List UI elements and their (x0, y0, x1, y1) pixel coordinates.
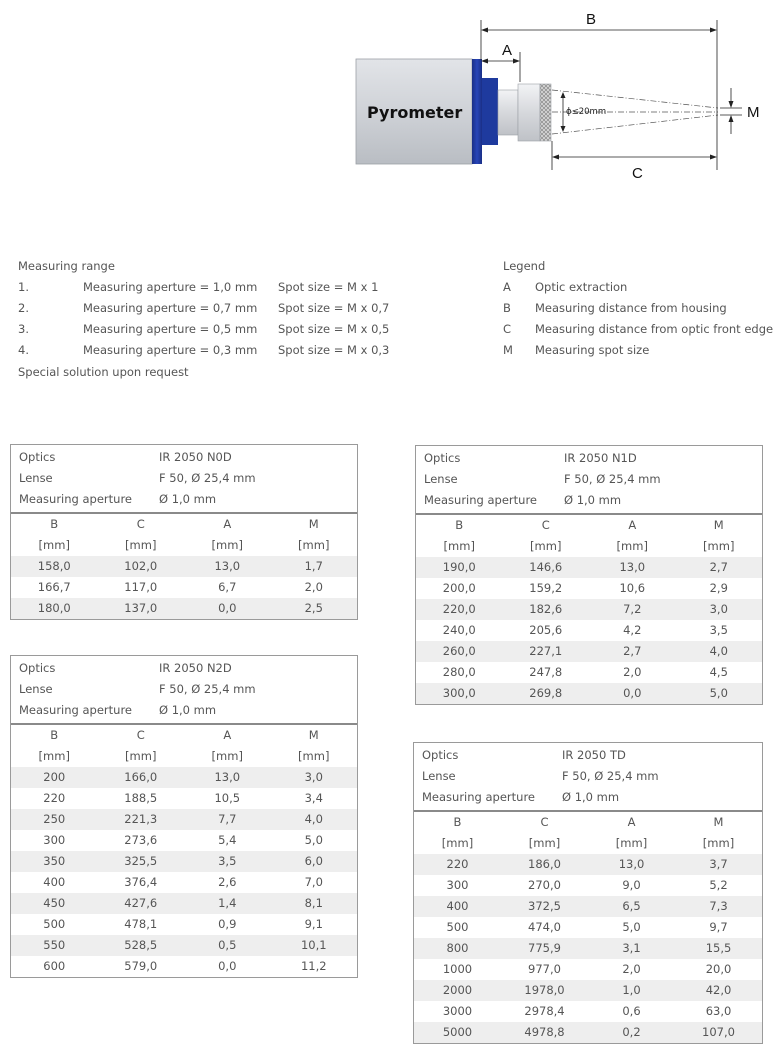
table-cell: 159,2 (529, 581, 563, 595)
aperture-value: Ø 1,0 mm (159, 703, 217, 717)
table-cell: 4,2 (623, 623, 642, 637)
dimension-b-label: B (586, 11, 597, 28)
measuring-range-title: Measuring range (18, 259, 115, 273)
table-cell: 5,0 (676, 683, 763, 704)
row-aperture: Measuring aperture = 0,5 mm (83, 322, 258, 336)
info-row-optics (416, 448, 762, 469)
column-unit: [mm] (616, 539, 648, 553)
lense-label: Lense (422, 769, 456, 783)
legend-desc: Measuring distance from housing (535, 301, 727, 315)
legend-key: B (503, 301, 511, 315)
optic-head (518, 84, 540, 141)
table-cell: 5000 (414, 1022, 501, 1043)
table-cell: 200,0 (442, 581, 476, 595)
legend-title: Legend (503, 259, 546, 273)
lense-value: F 50, Ø 25,4 mm (159, 682, 256, 696)
table-cell: 3,1 (588, 938, 675, 959)
optic-knurl-ring (540, 84, 551, 141)
column-unit: [mm] (38, 749, 70, 763)
legend-desc: Measuring distance from optic front edge (535, 322, 774, 336)
table-cell: 10,1 (271, 935, 358, 956)
table-cell: 3,7 (675, 854, 762, 875)
optic-tube (498, 90, 518, 135)
table-cell: 220 (414, 854, 501, 875)
info-row-optics (11, 658, 357, 679)
special-solution-note: Special solution upon request (18, 365, 189, 379)
table-cell: 4,0 (271, 809, 358, 830)
table-cell: 400 (43, 875, 66, 889)
table-cell: 400 (414, 896, 501, 917)
measuring-range-section (18, 259, 478, 389)
table-cell: 5,0 (304, 833, 323, 847)
table-cell: 1,7 (271, 556, 358, 577)
table-cell: 205,6 (529, 623, 563, 637)
table-cell: 0,6 (622, 1004, 641, 1018)
legend-key: A (503, 280, 511, 294)
aperture-value: Ø 1,0 mm (562, 790, 620, 804)
table-cell: 107,0 (675, 1022, 762, 1043)
table-cell: 300,0 (416, 683, 503, 704)
table-cell: 5,2 (709, 878, 728, 892)
table-cell: 146,6 (503, 557, 590, 578)
table-cell: 500 (43, 917, 66, 931)
column-unit: [mm] (443, 539, 475, 553)
table-cell: 325,5 (98, 851, 185, 872)
optics-table-n2d (10, 655, 358, 978)
optics-label: Optics (422, 748, 459, 762)
table-cell: 13,0 (588, 854, 675, 875)
table-cell: 528,5 (98, 935, 185, 956)
column-header: M (308, 728, 319, 742)
aperture-label: Measuring aperture (19, 492, 132, 506)
column-unit: [mm] (615, 836, 648, 850)
table-cell: 166,7 (37, 580, 71, 594)
optics-value: IR 2050 N2D (159, 661, 232, 675)
table-cell: 247,8 (529, 665, 563, 679)
row-aperture: Measuring aperture = 0,7 mm (83, 301, 258, 315)
aperture-value: Ø 1,0 mm (159, 492, 217, 506)
table-cell: 8,1 (271, 893, 358, 914)
lense-value: F 50, Ø 25,4 mm (562, 769, 659, 783)
column-unit: [mm] (298, 749, 330, 763)
lense-label: Lense (424, 472, 458, 486)
column-unit: [mm] (125, 538, 157, 552)
table-cell: 3,5 (184, 851, 271, 872)
table-cell: 3,5 (709, 623, 728, 637)
optics-table-n0d (10, 444, 358, 620)
aperture-label: Measuring aperture (19, 703, 132, 717)
table-cell: 0,0 (184, 598, 271, 619)
column-unit: [mm] (530, 539, 562, 553)
table-cell: 3000 (442, 1004, 473, 1018)
row-spot-size: Spot size = M x 0,3 (278, 343, 390, 357)
table-cell: 478,1 (124, 917, 158, 931)
info-row-lense (11, 679, 357, 700)
table-cell: 1000 (442, 962, 473, 976)
table-cell: 7,0 (304, 875, 323, 889)
table-cell: 1978,0 (501, 980, 588, 1001)
row-spot-size: Spot size = M x 0,5 (278, 322, 390, 336)
table-cell: 450 (11, 893, 98, 914)
table-cell: 186,0 (501, 854, 588, 875)
pyrometer-label: Pyrometer (367, 103, 463, 122)
table-cell: 190,0 (416, 557, 503, 578)
table-cell: 137,0 (98, 598, 185, 619)
table-cell: 9,1 (304, 917, 323, 931)
column-header: A (223, 728, 232, 742)
row-number: 1. (18, 280, 29, 294)
info-row-optics (11, 447, 357, 468)
column-unit: [mm] (702, 836, 735, 850)
column-unit: [mm] (441, 836, 474, 850)
table-cell: 2978,4 (524, 1004, 565, 1018)
column-header: M (713, 815, 724, 829)
lense-label: Lense (19, 682, 53, 696)
table-cell: 188,5 (124, 791, 158, 805)
optics-value: IR 2050 N0D (159, 450, 232, 464)
column-header: C (136, 728, 145, 742)
column-header: B (50, 517, 59, 531)
table-cell: 2000 (414, 980, 501, 1001)
column-unit: [mm] (528, 836, 561, 850)
table-cell: 7,2 (589, 599, 676, 620)
table-cell: 7,7 (184, 809, 271, 830)
table-cell: 7,3 (675, 896, 762, 917)
table-cell: 775,9 (501, 938, 588, 959)
dimension-c-label: C (632, 165, 643, 182)
optics-table-n1d (415, 445, 763, 705)
table-cell: 63,0 (705, 1004, 732, 1018)
table-cell: 13,0 (184, 556, 271, 577)
aperture-label: Measuring aperture (424, 493, 537, 507)
pyrometer-housing (356, 59, 472, 164)
table-cell: 42,0 (675, 980, 762, 1001)
table-cell: 15,5 (675, 938, 762, 959)
table-cell: 4,5 (709, 665, 728, 679)
table-cell: 1,4 (184, 893, 271, 914)
info-row-lense (416, 469, 762, 490)
table-cell: 600 (43, 959, 66, 973)
legend-section (503, 259, 778, 369)
table-cell: 6,7 (218, 580, 237, 594)
table-data-grid (11, 514, 357, 619)
table-cell: 269,8 (503, 683, 590, 704)
table-cell: 2,7 (589, 641, 676, 662)
info-row-aperture (416, 490, 762, 511)
table-cell: 300 (446, 878, 469, 892)
table-cell: 227,1 (503, 641, 590, 662)
row-aperture: Measuring aperture = 0,3 mm (83, 343, 258, 357)
table-cell: 250 (11, 809, 98, 830)
table-header-info (11, 445, 357, 514)
table-cell: 220,0 (416, 599, 503, 620)
pyrometer-optics-diagram (0, 0, 782, 200)
blue-flange (472, 59, 482, 164)
table-cell: 300 (43, 833, 66, 847)
table-cell: 10,6 (619, 581, 646, 595)
row-number: 2. (18, 301, 29, 315)
table-cell: 2,0 (622, 962, 641, 976)
table-cell: 13,0 (589, 557, 676, 578)
table-cell: 3,0 (271, 767, 358, 788)
row-spot-size: Spot size = M x 1 (278, 280, 379, 294)
table-cell: 260,0 (416, 641, 503, 662)
table-header-info (11, 656, 357, 725)
table-cell: 6,0 (271, 851, 358, 872)
legend-key: M (503, 343, 513, 357)
info-row-optics (414, 745, 762, 766)
lense-value: F 50, Ø 25,4 mm (564, 472, 661, 486)
table-cell: 221,3 (98, 809, 185, 830)
column-header: M (713, 518, 724, 532)
table-cell: 2,6 (218, 875, 237, 889)
column-header: A (223, 517, 232, 531)
table-cell: 0,0 (218, 959, 237, 973)
info-row-aperture (414, 787, 762, 808)
table-cell: 13,0 (184, 767, 271, 788)
table-cell: 474,0 (528, 920, 561, 934)
table-data-grid (11, 725, 357, 977)
column-header: A (627, 815, 636, 829)
table-data-grid (414, 812, 762, 1043)
column-header: C (136, 517, 145, 531)
aperture-value: Ø 1,0 mm (564, 493, 622, 507)
row-number: 3. (18, 322, 29, 336)
table-cell: 427,6 (98, 893, 185, 914)
table-cell: 280,0 (442, 665, 476, 679)
row-aperture: Measuring aperture = 1,0 mm (83, 280, 258, 294)
optics-label: Optics (424, 451, 461, 465)
table-cell: 3,4 (304, 791, 323, 805)
table-cell: 2,7 (676, 557, 763, 578)
info-row-lense (414, 766, 762, 787)
table-cell: 0,9 (218, 917, 237, 931)
column-unit: [mm] (38, 538, 70, 552)
table-cell: 9,7 (709, 920, 728, 934)
column-header: A (628, 518, 637, 532)
table-cell: 270,0 (528, 878, 561, 892)
dimension-m (720, 88, 742, 134)
lense-value: F 50, Ø 25,4 mm (159, 471, 256, 485)
column-header: C (541, 518, 550, 532)
table-cell: 579,0 (124, 959, 158, 973)
column-unit: [mm] (125, 749, 157, 763)
table-cell: 4978,8 (501, 1022, 588, 1043)
row-spot-size: Spot size = M x 0,7 (278, 301, 390, 315)
table-cell: 182,6 (503, 599, 590, 620)
lense-label: Lense (19, 471, 53, 485)
table-cell: 240,0 (442, 623, 476, 637)
table-cell: 550 (11, 935, 98, 956)
optics-value: IR 2050 TD (562, 748, 626, 762)
table-cell: 117,0 (124, 580, 158, 594)
column-unit: [mm] (703, 539, 735, 553)
table-cell: 273,6 (124, 833, 158, 847)
table-cell: 200 (11, 767, 98, 788)
column-header: B (453, 815, 462, 829)
table-cell: 102,0 (98, 556, 185, 577)
column-header: M (308, 517, 319, 531)
table-cell: 5,0 (622, 920, 641, 934)
table-cell: 3,0 (676, 599, 763, 620)
table-data-grid (416, 515, 762, 704)
table-cell: 0,2 (588, 1022, 675, 1043)
row-number: 4. (18, 343, 29, 357)
optics-label: Optics (19, 661, 56, 675)
table-cell: 0,0 (589, 683, 676, 704)
column-header: C (540, 815, 549, 829)
table-cell: 500 (446, 920, 469, 934)
column-header: B (50, 728, 59, 742)
legend-key: C (503, 322, 512, 336)
dimension-m-label: M (747, 104, 760, 121)
table-cell: 1,0 (588, 980, 675, 1001)
table-cell: 376,4 (124, 875, 158, 889)
table-cell: 800 (414, 938, 501, 959)
dimension-a-label: A (502, 42, 513, 59)
legend-desc: Optic extraction (535, 280, 628, 294)
table-cell: 180,0 (11, 598, 98, 619)
table-cell: 2,0 (304, 580, 323, 594)
table-cell: 977,0 (528, 962, 561, 976)
optics-value: IR 2050 N1D (564, 451, 637, 465)
table-cell: 5,4 (218, 833, 237, 847)
legend-desc: Measuring spot size (535, 343, 650, 357)
aperture-label: Measuring aperture (422, 790, 535, 804)
column-unit: [mm] (211, 749, 243, 763)
table-cell: 166,0 (98, 767, 185, 788)
dimension-a (481, 52, 520, 82)
table-cell: 350 (11, 851, 98, 872)
table-cell: 4,0 (676, 641, 763, 662)
table-cell: 20,0 (705, 962, 732, 976)
optics-label: Optics (19, 450, 56, 464)
table-cell: 220 (43, 791, 66, 805)
table-cell: 10,5 (214, 791, 241, 805)
table-cell: 372,5 (501, 896, 588, 917)
blue-adapter (482, 78, 498, 145)
table-cell: 6,5 (588, 896, 675, 917)
table-cell: 2,0 (623, 665, 642, 679)
info-row-aperture (11, 489, 357, 510)
table-cell: 2,5 (271, 598, 358, 619)
optics-table-td (413, 742, 763, 1044)
table-cell: 9,0 (622, 878, 641, 892)
info-row-lense (11, 468, 357, 489)
table-header-info (416, 446, 762, 515)
table-header-info (414, 743, 762, 812)
aperture-label: ϕ≤20mm (566, 107, 607, 117)
column-unit: [mm] (211, 538, 243, 552)
table-cell: 11,2 (300, 959, 327, 973)
table-cell: 158,0 (11, 556, 98, 577)
table-cell: 0,5 (184, 935, 271, 956)
table-cell: 2,9 (709, 581, 728, 595)
column-header: B (455, 518, 464, 532)
info-row-aperture (11, 700, 357, 721)
column-unit: [mm] (298, 538, 330, 552)
